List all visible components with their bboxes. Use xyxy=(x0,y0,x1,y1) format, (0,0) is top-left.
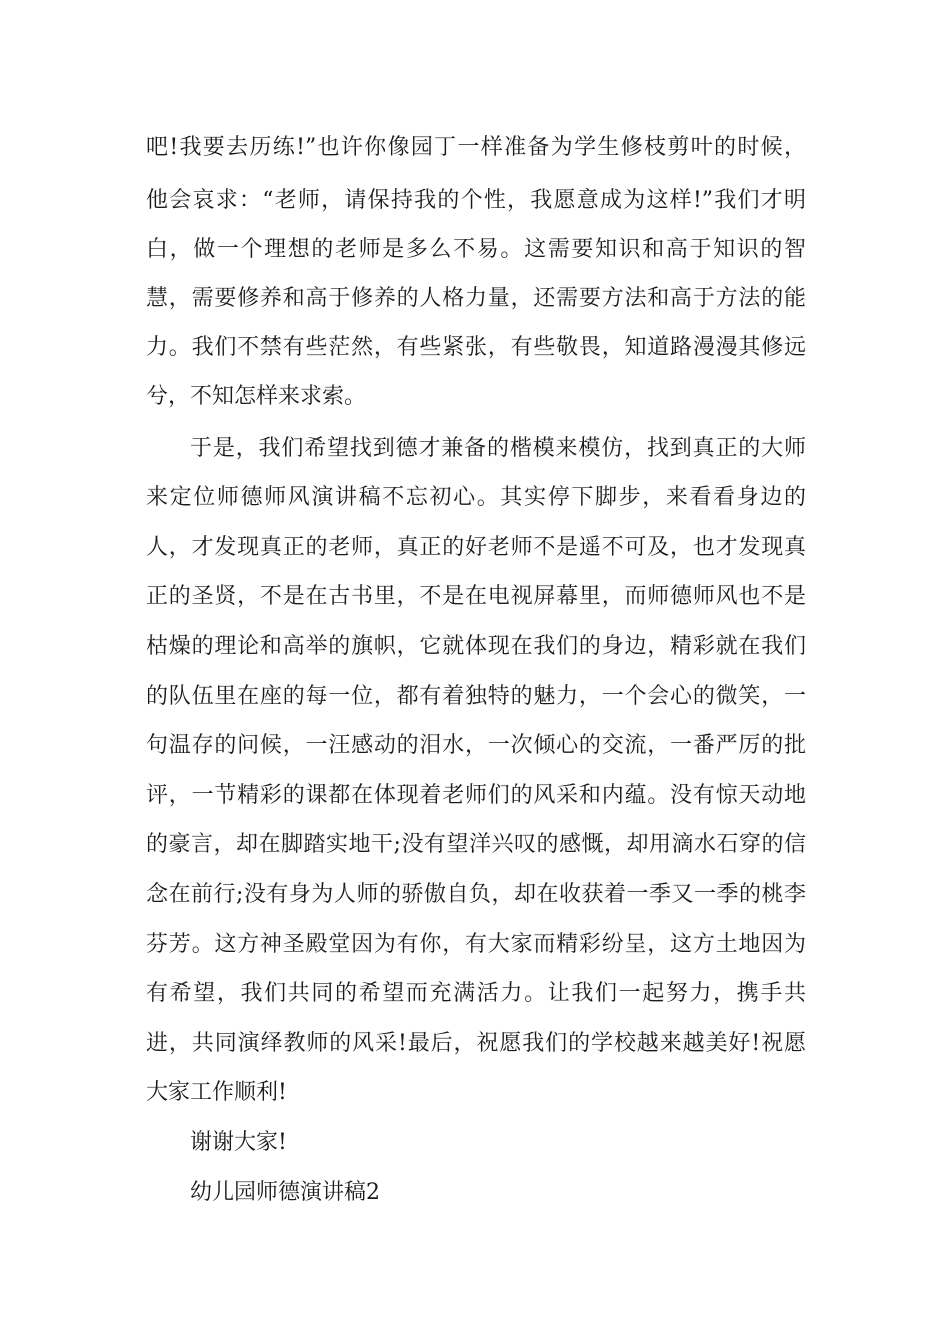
paragraph-line: 句温存的问候，一汪感动的泪水，一次倾心的交流，一番严厉的批 xyxy=(146,733,806,758)
paragraph-line: 念在前行;没有身为人师的骄傲自负，却在收获着一季又一季的桃李 xyxy=(146,882,806,907)
paragraph-line: 他会哀求：“老师，请保持我的个性，我愿意成为这样!”我们才明 xyxy=(146,188,806,213)
section-heading: 幼儿园师德演讲稿2 xyxy=(190,1180,380,1205)
paragraph-line: 有希望，我们共同的希望而充满活力。让我们一起努力，携手共 xyxy=(146,981,806,1006)
closing-text: 谢谢大家! xyxy=(190,1130,287,1155)
paragraph-line: 人，才发现真正的老师，真正的好老师不是遥不可及，也才发现真 xyxy=(146,535,806,560)
paragraph-line: 于是，我们希望找到德才兼备的楷模来模仿，找到真正的大师 xyxy=(190,436,806,461)
paragraph-line: 来定位师德师风演讲稿不忘初心。其实停下脚步，来看看身边的 xyxy=(146,485,806,510)
paragraph-line: 兮，不知怎样来求索。 xyxy=(146,384,367,409)
paragraph-line: 慧，需要修养和高于修养的人格力量，还需要方法和高于方法的能 xyxy=(146,286,806,311)
paragraph-line: 的队伍里在座的每一位，都有着独特的魅力，一个会心的微笑，一 xyxy=(146,684,806,709)
paragraph-line: 芬芳。这方神圣殿堂因为有你，有大家而精彩纷呈，这方土地因为 xyxy=(146,932,806,957)
paragraph-line: 评，一节精彩的课都在体现着老师们的风采和内蕴。没有惊天动地 xyxy=(146,783,806,808)
paragraph-line: 吧!我要去历练!”也许你像园丁一样准备为学生修枝剪叶的时候， xyxy=(146,135,806,160)
paragraph-line: 正的圣贤，不是在古书里，不是在电视屏幕里，而师德师风也不是 xyxy=(146,584,806,609)
paragraph-line: 进，共同演绎教师的风采!最后，祝愿我们的学校越来越美好!祝愿 xyxy=(146,1031,806,1056)
paragraph-line: 大家工作顺利! xyxy=(146,1080,287,1105)
paragraph-line: 枯燥的理论和高举的旗帜，它就体现在我们的身边，精彩就在我们 xyxy=(146,634,806,659)
paragraph-line: 白，做一个理想的老师是多么不易。这需要知识和高于知识的智 xyxy=(146,237,806,262)
paragraph-line: 的豪言，却在脚踏实地干;没有望洋兴叹的感慨，却用滴水石穿的信 xyxy=(146,832,806,857)
paragraph-line: 力。我们不禁有些茫然，有些紧张，有些敬畏，知道路漫漫其修远 xyxy=(146,335,806,360)
